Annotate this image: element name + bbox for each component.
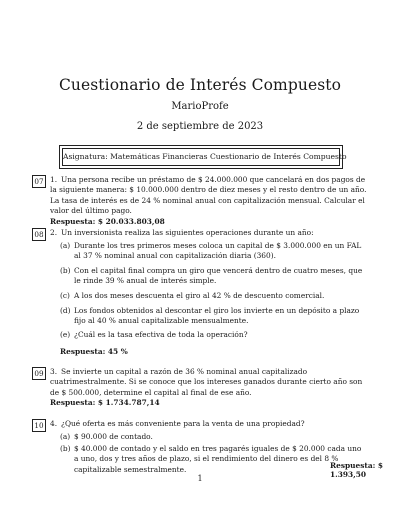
question-text: Un inversionista realiza las siguientes operaciones durante un año: (61, 228, 314, 237)
question-text: Una persona recibe un préstamo de $ 24.000.000 que cancelará en dos pagos de la siguiente manera: $ 10.000.000 dentro de diez meses y el resto dentro de un año. La tasa de interés es de 24 % nominal anual con capitalización mensual. Calcular el valor del último pago. (50, 175, 367, 216)
question-code-box: 09 (32, 367, 46, 380)
question-code-box: 10 (32, 419, 46, 432)
question-code-box: 08 (32, 228, 46, 241)
question-text: Se invierte un capital a razón de 36 % nominal anual capitalizado cuatrimestralmente. Si se conoce que los intereses ganados durante cierto año son de $ 500.000, determine el capital al final de ese año. (50, 367, 363, 397)
subject-box: Asignatura: Matemáticas Financieras Cuestionario de Interés Compuesto (62, 148, 340, 166)
question-4 (50, 419, 368, 429)
item-label: (a) (60, 241, 71, 250)
question-text: ¿Qué oferta es más conveniente para la venta de una propiedad? (61, 419, 305, 428)
item-text: $ 40.000 de contado y el saldo en tres pagarés iguales de $ 20.000 cada uno a uno, dos y tres años de plazo, si el rendimiento del dinero es del 8 % capitalizable semestralmente. (74, 444, 362, 474)
question-number: 4. (50, 419, 58, 428)
item-text: Los fondos obtenidos al descontar el giro los invierte en un depósito a plazo fijo al 40 % anual capitalizable mensualmente. (74, 306, 360, 326)
item-label: (b) (60, 266, 71, 275)
question-2 (50, 228, 368, 238)
item-text: ¿Cuál es la tasa efectiva de toda la operación? (74, 330, 248, 339)
document-title: Cuestionario de Interés Compuesto (58, 76, 342, 94)
list-item (60, 444, 368, 475)
answer: Respuesta: 45 % (60, 347, 128, 356)
page-number: 1 (197, 474, 203, 483)
answer: Respuesta: $ 20.033.803,08 (50, 216, 165, 226)
item-label: (d) (60, 306, 71, 315)
question-number: 1. (50, 175, 58, 184)
answer: Respuesta: $ 1.734.787,14 (50, 398, 160, 408)
question-code-box: 07 (32, 175, 46, 188)
item-label: (b) (60, 444, 71, 453)
item-text: A los dos meses descuenta el giro al 42 % de descuento comercial. (74, 291, 325, 300)
list-item (60, 291, 368, 301)
document-date: 2 de septiembre de 2023 (136, 121, 264, 132)
question-1 (50, 175, 368, 227)
item-label: (c) (60, 291, 70, 300)
answer: Respuesta: $ 1.393,50 (330, 461, 384, 479)
document-author: MarioProfe (171, 101, 229, 112)
item-text: $ 90.000 de contado. (74, 432, 153, 441)
item-text: Durante los tres primeros meses coloca un capital de $ 3.000.000 en un FAL al 37 % nominal anual con capitalización diaria (360). (74, 241, 362, 261)
question-number: 3. (50, 367, 58, 376)
list-item (60, 432, 368, 442)
item-label: (a) (60, 432, 71, 441)
question-3 (50, 367, 368, 409)
list-item (60, 241, 368, 262)
item-label: (e) (60, 330, 71, 339)
list-item (60, 330, 368, 340)
item-text: Con el capital final compra un giro que vencerá dentro de cuatro meses, que le rinde 39 % anual de interés simple. (74, 266, 363, 286)
list-item (60, 306, 368, 327)
list-item (60, 266, 368, 287)
question-number: 2. (50, 228, 58, 237)
